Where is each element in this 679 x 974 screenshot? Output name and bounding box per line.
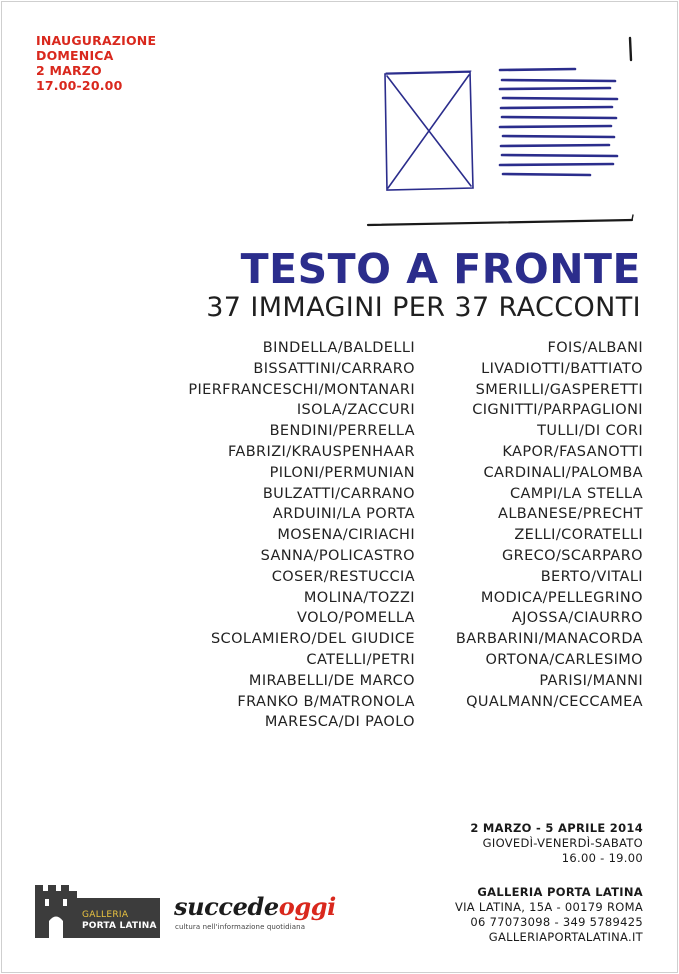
author-pair: BISSATTINI/CARRARO [253,360,415,377]
author-pair: FOIS/ALBANI [547,340,643,356]
author-pair: BULZATTI/CARRANO [262,485,415,502]
logo-word-succede: succede [174,892,279,921]
author-pair: PARISI/MANNI [539,672,643,689]
author-pair: KAPOR/FASANOTTI [502,443,643,460]
author-pair: MARESCA/DI PAOLO [264,714,415,731]
author-pair: SMERILLI/GASPERETTI [475,381,643,398]
author-pair: AJOSSA/CIAURRO [511,610,643,627]
author-pair: CATELLI/PETRI [306,651,415,668]
logo-line-galleria: GALLERIA [82,910,129,920]
author-pair: BARBARINI/MANACORDA [455,631,643,648]
logo-word-oggi: oggi [278,892,336,921]
author-pair: BENDINI/PERRELLA [269,423,415,440]
venue-website: GALLERIAPORTALATINA.IT [488,930,643,944]
author-pair: BERTO/VITALI [540,568,643,585]
author-pair: PIERFRANCESCHI/MONTANARI [188,381,415,398]
venue-info [455,885,643,945]
opening-line: DOMENICA [36,48,114,63]
author-pair: ALBANESE/PRECHT [498,506,643,523]
tower-icon [35,885,77,938]
author-pair: QUALMANN/CECCAMEA [466,693,643,710]
author-pair: SANNA/POLICASTRO [260,547,415,564]
sketch-illustration [360,30,645,235]
author-pair: MIRABELLI/DE MARCO [248,672,415,689]
exhibition-dates [470,821,643,866]
venue-phones: 06 77073098 - 349 5789425 [470,915,643,929]
author-pair: CAMPI/LA STELLA [509,485,643,502]
exhibition-title: TESTO A FRONTE [240,245,641,293]
logo-wordmark [174,893,336,921]
author-pair: MOLINA/TOZZI [303,589,415,606]
authors-left-column [188,338,415,733]
author-pair: MODICA/PELLEGRINO [480,589,643,606]
authors-right-column [456,338,643,712]
author-pair: PILONI/PERMUNIAN [269,464,415,481]
opening-line: 2 MARZO [36,63,102,78]
author-pair: VOLO/POMELLA [297,610,415,627]
opening-days: GIOVEDÌ-VENERDÌ-SABATO [482,836,643,850]
author-pair: TULLI/DI CORI [537,423,643,440]
author-pair: CARDINALI/PALOMBA [483,464,643,481]
logo-line-porta-latina: PORTA LATINA [82,921,157,931]
succedeoggi-logo [174,893,336,931]
galleria-porta-latina-logo [35,885,160,938]
author-pair: FABRIZI/KRAUSPENHAAR [227,443,415,460]
opening-info [36,33,156,93]
author-pair: LIVADIOTTI/BATTIATO [481,360,643,377]
author-pair: COSER/RESTUCCIA [271,568,415,585]
author-pair: GRECO/SCARPARO [501,547,643,564]
author-pair: CIGNITTI/PARPAGLIONI [472,402,643,419]
author-pair: SCOLAMIERO/DEL GIUDICE [210,631,415,648]
author-pair: BINDELLA/BALDELLI [262,340,415,356]
logo-plate [77,898,160,938]
author-pair: ZELLI/CORATELLI [514,527,643,544]
author-pair: FRANKO B/MATRONOLA [237,693,415,710]
author-pair: ORTONA/CARLESIMO [485,651,643,668]
author-pair: ISOLA/ZACCURI [296,402,415,419]
logo-tagline: cultura nell'informazione quotidiana [175,923,306,931]
opening-line: INAUGURAZIONE [36,33,157,48]
date-range: 2 MARZO - 5 APRILE 2014 [470,821,643,835]
venue-name: GALLERIA PORTA LATINA [477,885,643,899]
exhibition-subtitle: 37 IMMAGINI PER 37 RACCONTI [206,292,641,323]
venue-street: VIA LATINA, 15A - 00179 ROMA [454,900,643,914]
author-pair: MOSENA/CIRIACHI [277,527,415,544]
author-pair: ARDUINI/LA PORTA [272,506,415,523]
opening-hours: 16.00 - 19.00 [561,851,643,865]
opening-line: 17.00-20.00 [36,78,123,93]
